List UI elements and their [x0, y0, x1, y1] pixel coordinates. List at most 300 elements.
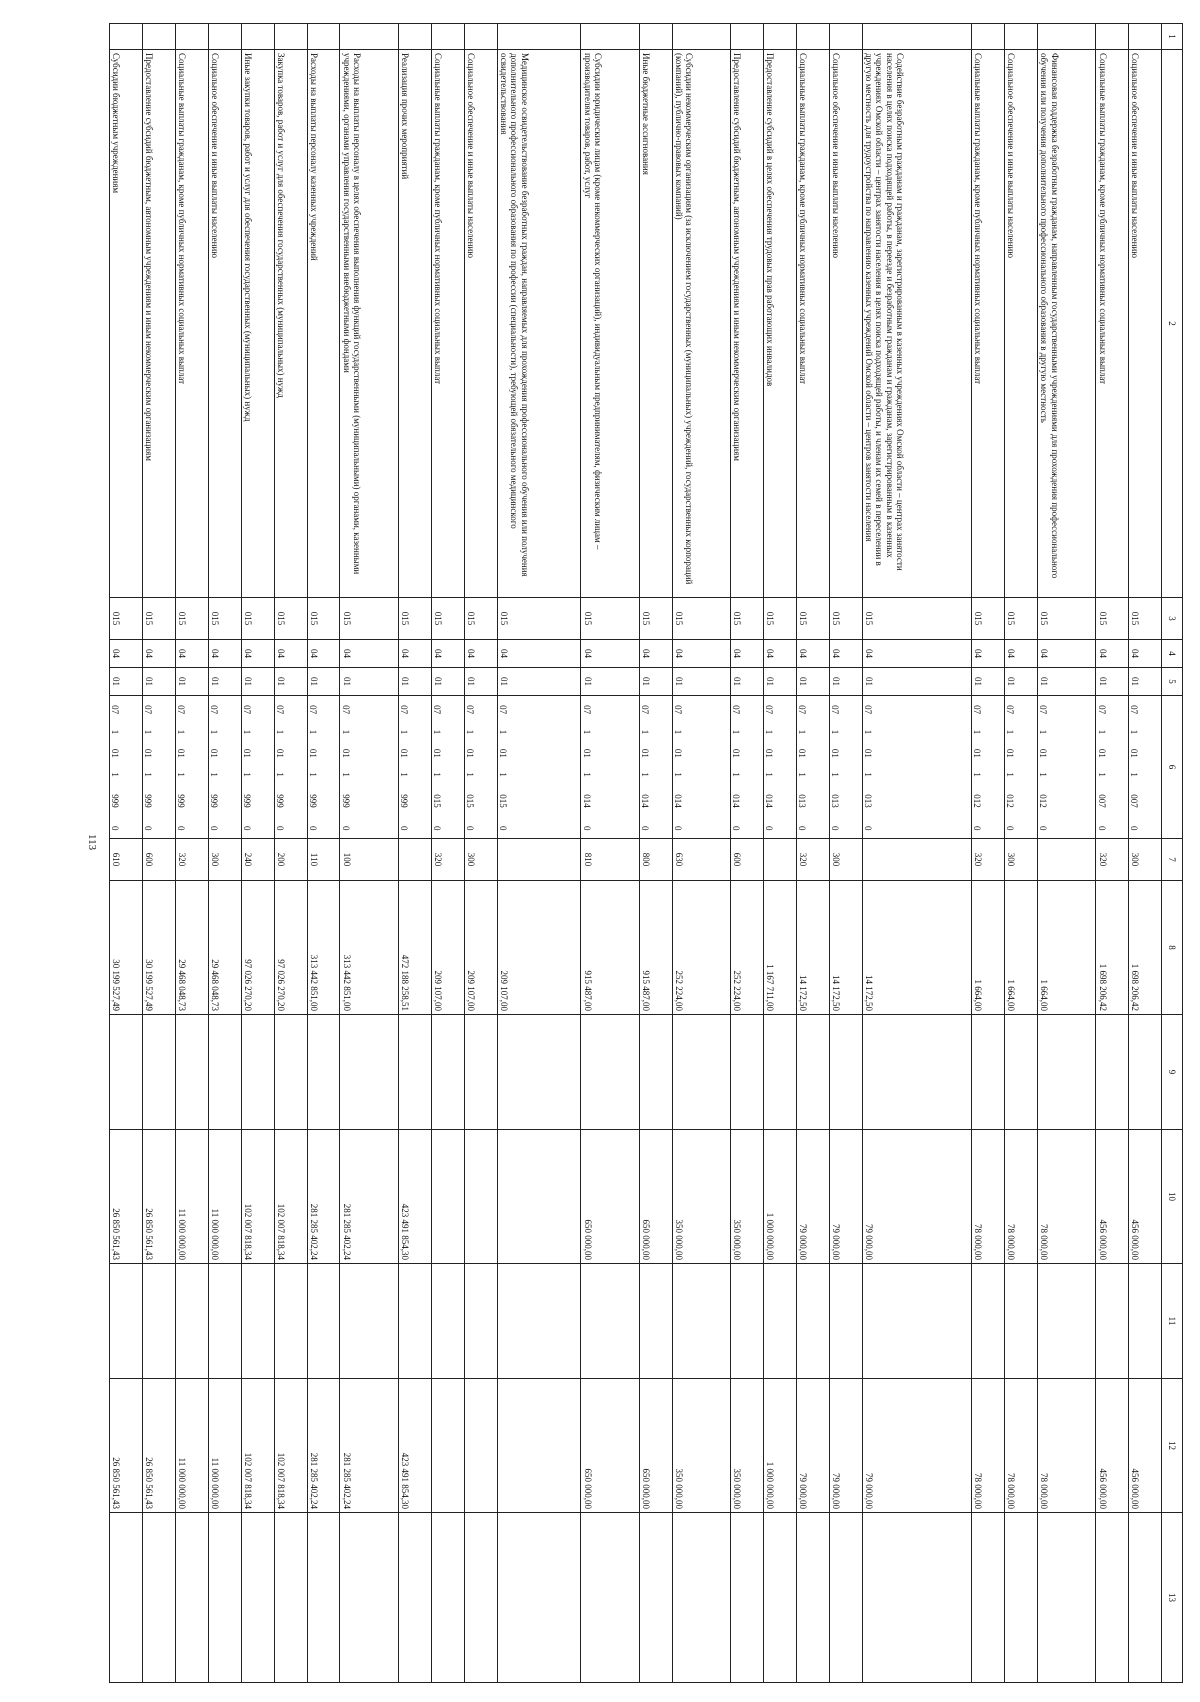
cell-target-article [639, 696, 672, 839]
target-article-segment: 1 [275, 729, 286, 735]
target-article-segment: 999 [275, 794, 286, 808]
cell-col-1 [1129, 24, 1162, 50]
cell-amount-col-10: 102 007 818,34 [241, 1130, 274, 1264]
cell-amount-col-10: 11 000 000,00 [208, 1130, 241, 1264]
target-article-segment: 014 [764, 794, 775, 808]
cell-item-name: Расходы на выплаты персоналу казенных учреждений [307, 50, 340, 598]
cell-section-code: 04 [829, 640, 862, 668]
cell-amount-col-11 [208, 1264, 241, 1379]
cell-target-article [110, 696, 143, 839]
cell-amount-col-11 [176, 1264, 209, 1379]
cell-expense-type: 320 [431, 839, 464, 881]
target-article-segment: 012 [972, 794, 983, 808]
cell-expense-type [497, 839, 581, 881]
cell-amount-col-10: 11 000 000,00 [176, 1130, 209, 1264]
cell-amount-col-10: 79 000,00 [829, 1130, 862, 1264]
cell-amount-col-12 [464, 1379, 497, 1513]
cell-amount-col-13 [731, 1513, 764, 1683]
cell-amount-col-11 [497, 1264, 581, 1379]
cell-amount-col-13 [176, 1513, 209, 1683]
target-article-segment: 07 [673, 705, 684, 715]
table-row [241, 24, 274, 1683]
target-article-segment: 01 [432, 748, 443, 758]
cell-amount-col-9 [340, 1015, 398, 1130]
cell-amount-col-8: 209 107,00 [431, 881, 464, 1015]
cell-subsection-code: 01 [796, 668, 829, 696]
header-col-7: 7 [1162, 839, 1183, 881]
cell-ministry-code: 015 [829, 598, 862, 640]
cell-col-1 [176, 24, 209, 50]
cell-amount-col-11 [731, 1264, 764, 1379]
cell-subsection-code: 01 [581, 668, 639, 696]
cell-amount-col-9 [731, 1015, 764, 1130]
cell-target-article [431, 696, 464, 839]
target-article-segments [275, 696, 285, 838]
header-col-13: 13 [1162, 1513, 1183, 1683]
cell-ministry-code: 015 [110, 598, 143, 640]
cell-amount-col-8: 313 442 851,00 [340, 881, 398, 1015]
cell-expense-type: 320 [1096, 839, 1129, 881]
cell-amount-col-10 [497, 1130, 581, 1264]
target-article-segment: 01 [862, 748, 873, 758]
target-article-segment: 07 [1005, 705, 1016, 715]
cell-amount-col-10: 350 000,00 [731, 1130, 764, 1264]
table-row [307, 24, 340, 1683]
cell-amount-col-11 [796, 1264, 829, 1379]
cell-subsection-code: 01 [1004, 668, 1037, 696]
cell-amount-col-8: 1 167 711,00 [763, 881, 796, 1015]
cell-col-1 [829, 24, 862, 50]
header-row [1162, 24, 1183, 1683]
cell-col-1 [431, 24, 464, 50]
cell-amount-col-12: 650 000,00 [639, 1379, 672, 1513]
cell-amount-col-9 [241, 1015, 274, 1130]
table-row [639, 24, 672, 1683]
cell-amount-col-10: 456 000,00 [1096, 1130, 1129, 1264]
table-row [208, 24, 241, 1683]
cell-amount-col-10: 78 000,00 [1037, 1130, 1095, 1264]
target-article-segment: 0 [830, 826, 841, 831]
target-article-segment: 1 [797, 729, 808, 735]
cell-ministry-code: 015 [1096, 598, 1129, 640]
target-article-segment: 1 [464, 729, 475, 735]
target-article-segment: 1 [242, 729, 253, 735]
cell-subsection-code: 01 [307, 668, 340, 696]
cell-target-article [731, 696, 764, 839]
cell-col-1 [1004, 24, 1037, 50]
cell-item-name: Социальное обеспечение и иные выплаты населению [1004, 50, 1037, 598]
cell-amount-col-8: 30 199 527,49 [143, 881, 176, 1015]
cell-ministry-code: 015 [398, 598, 431, 640]
cell-amount-col-12: 26 850 561,43 [143, 1379, 176, 1513]
target-article-segment: 1 [209, 772, 220, 777]
cell-ministry-code: 015 [464, 598, 497, 640]
cell-ministry-code: 015 [143, 598, 176, 640]
target-article-segments [340, 696, 350, 838]
cell-amount-col-12: 102 007 818,34 [274, 1379, 307, 1513]
cell-amount-col-12: 423 491 854,30 [398, 1379, 431, 1513]
cell-col-1 [497, 24, 581, 50]
cell-col-1 [972, 24, 1005, 50]
target-article-segment: 1 [972, 729, 983, 735]
target-article-segment: 013 [830, 794, 841, 808]
cell-expense-type: 320 [972, 839, 1005, 881]
cell-ministry-code: 015 [340, 598, 398, 640]
cell-amount-col-10: 26 850 561,43 [110, 1130, 143, 1264]
table-row [731, 24, 764, 1683]
cell-amount-col-11 [398, 1264, 431, 1379]
cell-subsection-code: 01 [176, 668, 209, 696]
cell-expense-type: 300 [1004, 839, 1037, 881]
table-row [1096, 24, 1129, 1683]
target-article-segments [399, 696, 409, 838]
target-article-segment: 007 [1096, 794, 1107, 808]
cell-section-code: 04 [143, 640, 176, 668]
cell-amount-col-10: 79 000,00 [862, 1130, 971, 1264]
cell-amount-col-8: 252 224,00 [672, 881, 730, 1015]
cell-amount-col-13 [340, 1513, 398, 1683]
cell-section-code: 04 [340, 640, 398, 668]
cell-subsection-code: 01 [1037, 668, 1095, 696]
table-row [796, 24, 829, 1683]
cell-ministry-code: 015 [241, 598, 274, 640]
cell-item-name: Социальное обеспечение и иные выплаты населению [464, 50, 497, 598]
target-article-segment: 1 [862, 772, 873, 777]
target-article-segment: 0 [275, 826, 286, 831]
cell-ministry-code: 015 [581, 598, 639, 640]
target-article-segment: 999 [209, 794, 220, 808]
cell-item-name: Социальные выплаты гражданам, кроме публичных нормативных социальных выплат [176, 50, 209, 598]
cell-amount-col-8: 97 026 270,20 [241, 881, 274, 1015]
cell-subsection-code: 01 [497, 668, 581, 696]
target-article-segment: 01 [307, 748, 318, 758]
cell-target-article [274, 696, 307, 839]
table-row [972, 24, 1005, 1683]
cell-amount-col-13 [1096, 1513, 1129, 1683]
target-article-segment: 1 [1096, 772, 1107, 777]
cell-col-1 [307, 24, 340, 50]
cell-item-name: Расходы на выплаты персоналу в целях обеспечения выполнения функций государственными (муниципальными) органами, казенными учреждениями, органами управления государственными внебюджетными фондами [340, 50, 398, 598]
target-article-segments [176, 696, 186, 838]
target-article-segment: 01 [143, 748, 154, 758]
cell-amount-col-8: 313 442 851,00 [307, 881, 340, 1015]
table-row [862, 24, 971, 1683]
cell-amount-col-9 [208, 1015, 241, 1130]
cell-section-code: 04 [176, 640, 209, 668]
target-article-segment: 0 [862, 826, 873, 831]
target-article-segment: 0 [497, 826, 508, 831]
cell-amount-col-11 [464, 1264, 497, 1379]
cell-expense-type: 300 [1129, 839, 1162, 881]
cell-section-code: 04 [1004, 640, 1037, 668]
target-article-segment: 1 [497, 772, 508, 777]
cell-ministry-code: 015 [274, 598, 307, 640]
cell-col-1 [763, 24, 796, 50]
cell-amount-col-11 [307, 1264, 340, 1379]
target-article-segments [110, 696, 120, 838]
target-article-segment: 0 [797, 826, 808, 831]
target-article-segment: 1 [209, 729, 220, 735]
cell-amount-col-12: 650 000,00 [581, 1379, 639, 1513]
target-article-segment: 1 [640, 772, 651, 777]
cell-item-name: Иные бюджетные ассигнования [639, 50, 672, 598]
target-article-segment: 1 [1129, 729, 1140, 735]
target-article-segment: 1 [307, 729, 318, 735]
target-article-segment: 0 [972, 826, 983, 831]
cell-subsection-code: 01 [763, 668, 796, 696]
cell-col-1 [796, 24, 829, 50]
target-article-segments [1129, 696, 1139, 838]
target-article-segment: 012 [1038, 794, 1049, 808]
target-article-segment: 01 [497, 748, 508, 758]
cell-amount-col-11 [672, 1264, 730, 1379]
cell-amount-col-9 [143, 1015, 176, 1130]
table-row [829, 24, 862, 1683]
cell-amount-col-9 [1037, 1015, 1095, 1130]
header-col-10: 10 [1162, 1130, 1183, 1264]
target-article-segment: 013 [797, 794, 808, 808]
cell-amount-col-10: 78 000,00 [1004, 1130, 1037, 1264]
target-article-segment: 1 [497, 729, 508, 735]
cell-amount-col-9 [972, 1015, 1005, 1130]
target-article-segment: 0 [673, 826, 684, 831]
cell-amount-col-12: 79 000,00 [829, 1379, 862, 1513]
table-row [763, 24, 796, 1683]
header-col-6: 6 [1162, 696, 1183, 839]
target-article-segment: 0 [143, 826, 154, 831]
cell-col-1 [398, 24, 431, 50]
target-article-segment: 1 [399, 729, 410, 735]
target-article-segment: 0 [581, 826, 592, 831]
cell-amount-col-13 [274, 1513, 307, 1683]
target-article-segment: 0 [464, 826, 475, 831]
cell-amount-col-13 [1004, 1513, 1037, 1683]
table-row [672, 24, 730, 1683]
cell-section-code: 04 [398, 640, 431, 668]
target-article-segment: 1 [176, 729, 187, 735]
target-article-segment: 014 [673, 794, 684, 808]
target-article-segment: 1 [399, 772, 410, 777]
cell-amount-col-12: 79 000,00 [862, 1379, 971, 1513]
target-article-segments [797, 696, 807, 838]
cell-target-article [241, 696, 274, 839]
target-article-segment: 0 [1096, 826, 1107, 831]
target-article-segment: 1 [110, 729, 121, 735]
target-article-segment: 0 [731, 826, 742, 831]
cell-amount-col-11 [1004, 1264, 1037, 1379]
cell-amount-col-8: 14 172,50 [829, 881, 862, 1015]
cell-amount-col-8: 1 698 206,42 [1129, 881, 1162, 1015]
cell-section-code: 04 [581, 640, 639, 668]
cell-subsection-code: 01 [829, 668, 862, 696]
page-number: 113 [86, 834, 98, 851]
target-article-segment: 1 [242, 772, 253, 777]
cell-amount-col-11 [143, 1264, 176, 1379]
cell-col-1 [208, 24, 241, 50]
cell-ministry-code: 015 [1129, 598, 1162, 640]
cell-amount-col-9 [176, 1015, 209, 1130]
cell-ministry-code: 015 [796, 598, 829, 640]
budget-table [109, 23, 1183, 1683]
cell-subsection-code: 01 [672, 668, 730, 696]
target-article-segments [972, 696, 982, 838]
cell-amount-col-11 [862, 1264, 971, 1379]
cell-subsection-code: 01 [862, 668, 971, 696]
cell-amount-col-13 [398, 1513, 431, 1683]
cell-subsection-code: 01 [143, 668, 176, 696]
target-article-segment: 0 [242, 826, 253, 831]
cell-amount-col-10: 281 285 402,24 [340, 1130, 398, 1264]
cell-subsection-code: 01 [340, 668, 398, 696]
cell-subsection-code: 01 [731, 668, 764, 696]
cell-amount-col-12: 281 285 402,24 [340, 1379, 398, 1513]
cell-target-article [829, 696, 862, 839]
cell-target-article [1004, 696, 1037, 839]
target-article-segment: 0 [1005, 826, 1016, 831]
target-article-segment: 1 [830, 729, 841, 735]
target-article-segment: 007 [1129, 794, 1140, 808]
cell-amount-col-10 [464, 1130, 497, 1264]
cell-expense-type: 600 [143, 839, 176, 881]
cell-target-article [1129, 696, 1162, 839]
cell-target-article [208, 696, 241, 839]
cell-item-name: Социальное обеспечение и иные выплаты населению [829, 50, 862, 598]
cell-amount-col-8: 209 107,00 [497, 881, 581, 1015]
cell-item-name: Социальное обеспечение и иные выплаты населению [1129, 50, 1162, 598]
cell-amount-col-9 [1004, 1015, 1037, 1130]
cell-amount-col-12: 78 000,00 [972, 1379, 1005, 1513]
cell-col-1 [672, 24, 730, 50]
target-article-segment: 07 [640, 705, 651, 715]
target-article-segments [1038, 696, 1048, 838]
target-article-segments [640, 696, 650, 838]
cell-section-code: 04 [208, 640, 241, 668]
target-article-segment: 1 [1005, 729, 1016, 735]
target-article-segment: 07 [399, 705, 410, 715]
cell-amount-col-12: 11 000 000,00 [176, 1379, 209, 1513]
cell-target-article [464, 696, 497, 839]
cell-amount-col-12: 78 000,00 [1037, 1379, 1095, 1513]
cell-amount-col-10: 78 000,00 [972, 1130, 1005, 1264]
table-body [110, 24, 1183, 1683]
target-article-segment: 1 [176, 772, 187, 777]
cell-ministry-code: 015 [862, 598, 971, 640]
target-article-segments [863, 696, 873, 838]
cell-target-article [763, 696, 796, 839]
cell-amount-col-10: 79 000,00 [796, 1130, 829, 1264]
target-article-segment: 07 [143, 705, 154, 715]
cell-amount-col-9 [829, 1015, 862, 1130]
cell-amount-col-8: 1 664,00 [1004, 881, 1037, 1015]
target-article-segment: 0 [209, 826, 220, 831]
cell-col-1 [862, 24, 971, 50]
cell-subsection-code: 01 [972, 668, 1005, 696]
cell-amount-col-13 [143, 1513, 176, 1683]
cell-ministry-code: 015 [1037, 598, 1095, 640]
target-article-segments [209, 696, 219, 838]
cell-item-name: Субсидии бюджетным учреждениям [110, 50, 143, 598]
cell-ministry-code: 015 [431, 598, 464, 640]
cell-amount-col-12: 102 007 818,34 [241, 1379, 274, 1513]
cell-section-code: 04 [672, 640, 730, 668]
cell-section-code: 04 [497, 640, 581, 668]
header-col-4: 4 [1162, 640, 1183, 668]
cell-amount-col-13 [1037, 1513, 1095, 1683]
cell-ministry-code: 015 [672, 598, 730, 640]
target-article-segment: 1 [640, 729, 651, 735]
target-article-segment: 07 [1096, 705, 1107, 715]
target-article-segment: 1 [1005, 772, 1016, 777]
cell-ministry-code: 015 [208, 598, 241, 640]
target-article-segment: 1 [1129, 772, 1140, 777]
cell-subsection-code: 01 [241, 668, 274, 696]
cell-amount-col-13 [1129, 1513, 1162, 1683]
cell-expense-type [398, 839, 431, 881]
cell-item-name: Социальные выплаты гражданам, кроме публичных нормативных социальных выплат [431, 50, 464, 598]
table-row [176, 24, 209, 1683]
target-article-segment: 1 [764, 772, 775, 777]
cell-item-name: Социальное обеспечение и иные выплаты населению [208, 50, 241, 598]
table-row [110, 24, 143, 1683]
target-article-segment: 1 [581, 729, 592, 735]
cell-amount-col-9 [796, 1015, 829, 1130]
target-article-segment: 01 [640, 748, 651, 758]
cell-amount-col-9 [581, 1015, 639, 1130]
target-article-segment: 1 [731, 772, 742, 777]
target-article-segment: 07 [464, 705, 475, 715]
cell-amount-col-12: 350 000,00 [672, 1379, 730, 1513]
cell-amount-col-12: 79 000,00 [796, 1379, 829, 1513]
cell-amount-col-8: 915 487,00 [639, 881, 672, 1015]
cell-expense-type: 200 [274, 839, 307, 881]
cell-item-name: Предоставление субсидий в целях обеспечения трудовых прав работающих инвалидов [763, 50, 796, 598]
cell-col-1 [464, 24, 497, 50]
target-article-segments [1096, 696, 1106, 838]
cell-amount-col-13 [763, 1513, 796, 1683]
cell-amount-col-11 [431, 1264, 464, 1379]
cell-expense-type: 800 [639, 839, 672, 881]
cell-amount-col-10: 423 491 854,30 [398, 1130, 431, 1264]
cell-amount-col-8: 915 487,00 [581, 881, 639, 1015]
target-article-segment: 015 [464, 794, 475, 808]
target-article-segment: 999 [307, 794, 318, 808]
cell-target-article [972, 696, 1005, 839]
cell-item-name: Иные закупки товаров, работ и услуг для обеспечения государственных (муниципальных) нужд [241, 50, 274, 598]
cell-item-name: Социальные выплаты гражданам, кроме публичных нормативных социальных выплат [796, 50, 829, 598]
target-article-segment: 1 [340, 772, 351, 777]
target-article-segment: 07 [176, 705, 187, 715]
cell-ministry-code: 015 [972, 598, 1005, 640]
target-article-segments [432, 696, 442, 838]
target-article-segment: 014 [731, 794, 742, 808]
cell-amount-col-13 [862, 1513, 971, 1683]
target-article-segment: 01 [340, 748, 351, 758]
target-article-segment: 07 [110, 705, 121, 715]
cell-amount-col-9 [431, 1015, 464, 1130]
cell-amount-col-12: 281 285 402,24 [307, 1379, 340, 1513]
cell-col-1 [241, 24, 274, 50]
cell-amount-col-11 [1037, 1264, 1095, 1379]
cell-amount-col-13 [829, 1513, 862, 1683]
target-article-segment: 1 [581, 772, 592, 777]
cell-amount-col-11 [581, 1264, 639, 1379]
target-article-segment: 1 [830, 772, 841, 777]
cell-amount-col-8: 1 664,00 [1037, 881, 1095, 1015]
cell-expense-type: 600 [731, 839, 764, 881]
target-article-segment: 07 [731, 705, 742, 715]
cell-target-article [1096, 696, 1129, 839]
cell-col-1 [110, 24, 143, 50]
